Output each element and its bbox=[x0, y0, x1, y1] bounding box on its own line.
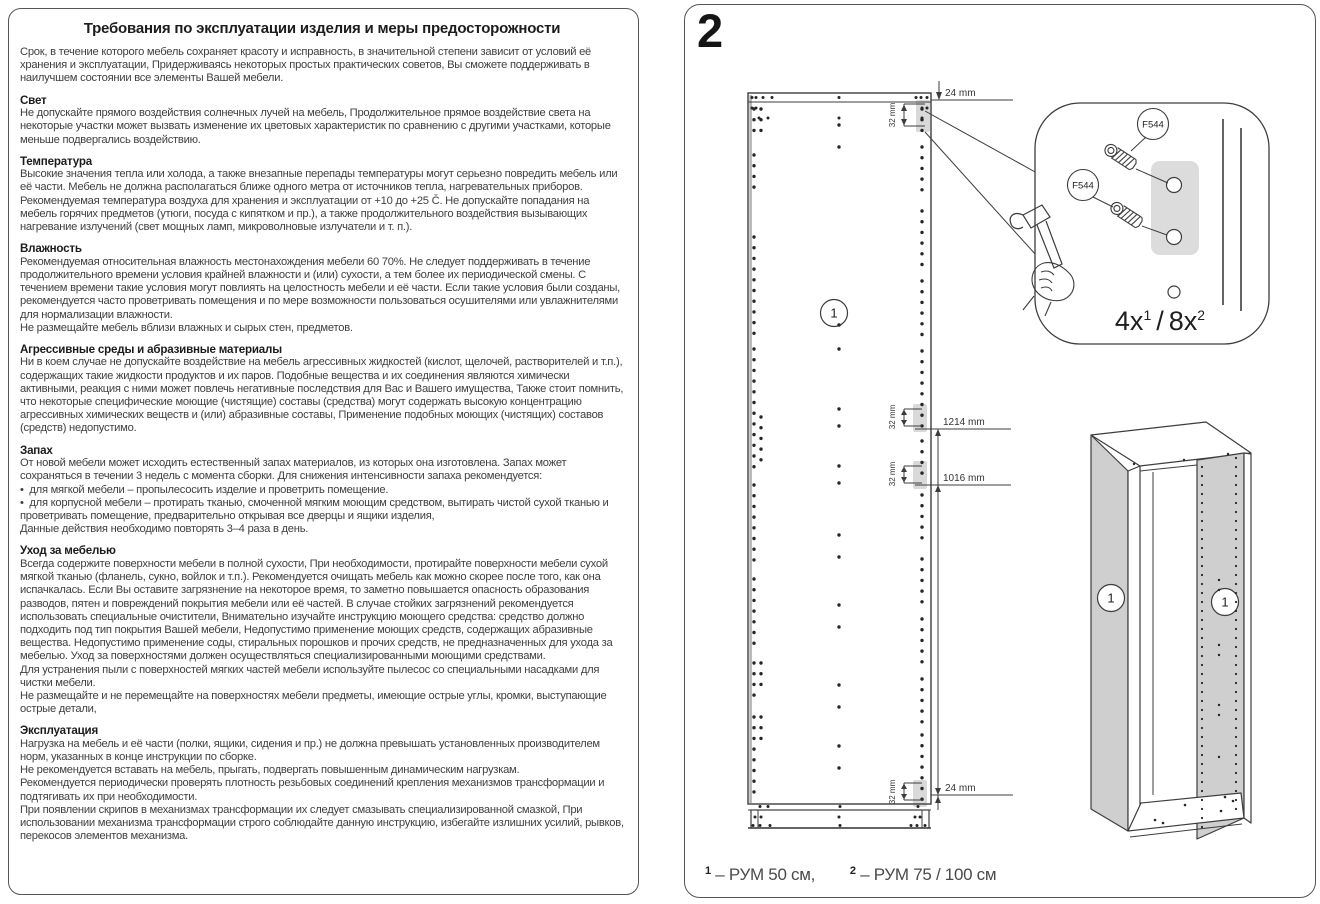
qty-second: 8x bbox=[1168, 306, 1198, 336]
section-heading: Агрессивные среды и абразивные материалы bbox=[20, 342, 282, 356]
part-label: 1 bbox=[830, 305, 838, 321]
section-paragraph: Высокие значения тепла или холода, а также внезапные перепады температуры могут серьезно повредить мебель или её части. Мебель не должна располагаться ближе одного метра от источников тепла, нагревательных приборов. Рекомендуемая температура воздуха для хранения и эксплуатации от +10 до +25 Č. Не допускайте попадания на мебель горячих предметов (утюги, посуда с кипятком и пр.), а также продолжительного воздействия вызывающих нагревание излучений (свет мощных ламп, микроволновые излучатели и т. п.). bbox=[20, 168, 618, 234]
section-light bbox=[20, 94, 624, 147]
section-temperature bbox=[20, 155, 624, 235]
qty-first: 4x bbox=[1114, 306, 1144, 336]
section-paragraph: Не размещайте и не перемещайте на поверхностях мебели предметы, имеющие острые углы, кромки, выступающие острые детали, bbox=[20, 689, 607, 716]
side-panel-drawing bbox=[748, 93, 931, 828]
section-humidity bbox=[20, 242, 624, 335]
footnote-marker-1: 1 bbox=[705, 865, 711, 877]
care-instructions-panel bbox=[8, 8, 639, 895]
footnote-text-1: – РУМ 50 см, bbox=[715, 865, 816, 884]
dim-top-offset: 24 mm bbox=[945, 88, 976, 99]
section-paragraph: Не размещайте мебель вблизи влажных и сырых стен, предметов. bbox=[20, 321, 353, 334]
fastener-code-label: F544 bbox=[1072, 180, 1094, 192]
section-paragraph: Для устранения пыли с поверхностей мягких частей мебели используйте пылесос со специальными насадками для чистки мебели. bbox=[20, 663, 600, 689]
wardrobe-frame-drawing bbox=[1091, 422, 1251, 839]
section-heading: Влажность bbox=[20, 242, 82, 256]
dim-hole-pitch-mid2: 32 mm bbox=[888, 461, 897, 487]
section-paragraph: Рекомендуется периодически проверять плотность резьбовых соединений крепления механизмов трансформации и подтягивать их при необходимости. bbox=[20, 777, 605, 803]
section-heading: Запах bbox=[20, 443, 53, 457]
list-item: • для корпусной мебели – протирать тканью, смоченной мягким моющим средством, вытирать чистой сухой тканью и проветривать помещение, предварительно открывая все дверцы и ящики изделия, bbox=[20, 497, 624, 523]
section-care bbox=[20, 544, 624, 716]
section-paragraph: Не допускайте прямого воздействия солнечных лучей на мебель, Продолжительное прямое воздействие света на некоторые участки может вызвать изменение их цветовых характеристик по сравнению с другими участками, которые меньше подвергались воздействию. bbox=[20, 107, 611, 146]
section-paragraph: Ни в коем случае не допускайте воздействие на мебель агрессивных жидкостей (кислот, щелочей, растворителей и т.п.), содержащих такие жидкости продуктов и их паров. Подобные вещества и их соединения являются химически активными, реакция с ними может повлечь негативные последствия для Вас и Вашего имущества, Также стоит помнить, что некоторые специфические моющие (чистящие) составы (средства) могут содержать высокую концентрацию агрессивных химических веществ и (или) абразивные составы, Применение подобных моющих (чистящих) составов (средств) недопустимо. bbox=[20, 356, 624, 435]
section-odor bbox=[20, 444, 624, 537]
qty-second-note-ref: 2 bbox=[1197, 307, 1206, 323]
footnote-text-2: – РУМ 75 / 100 см bbox=[860, 865, 997, 884]
section-paragraph: Рекомендуемая относительная влажность местонахождения мебели 60 70%. Не следует поддерживать в течение продолжительного времени условия крайней влажности и (или) сухости, а тем более их периодической смены. С течением времени такие условия могут повлиять на целостность мебели и её части. Если такие условия были созданы, рекомендуется часто проветривать помещения и по мере возможности пользоваться осушителями или увлажнителями для нормализации влажности. bbox=[20, 255, 621, 321]
section-operation bbox=[20, 724, 624, 843]
footnote bbox=[705, 865, 996, 885]
section-heading: Уход за мебелью bbox=[20, 544, 116, 558]
part-label: 1 bbox=[1221, 594, 1229, 610]
section-heading: Температура bbox=[20, 154, 92, 168]
footnote-marker-2: 2 bbox=[849, 865, 856, 877]
section-paragraph: От новой мебели может исходить естественный запах материалов, из которых она изготовлена. Запах может сохраняться в течении 3 недель с момента сборки. Для снижения интенсивности запаха рекомендуется: bbox=[20, 457, 567, 483]
section-paragraph: При появлении скрипов в механизмах трансформации их следует смазывать специализированной смазкой, При использовании механизма трансформации строго соблюдайте данную инструкцию, избегайте излишних усилий, рывков, перекосов элементов механизма. bbox=[20, 803, 624, 843]
qty-separator: / bbox=[1156, 306, 1164, 336]
section-paragraph: Нагрузка на мебель и её части (полки, ящики, сидения и пр.) не должна превышать установленных производителем норм, указанных в конце инструкции по сборке. bbox=[20, 737, 600, 764]
dimension-lines bbox=[901, 81, 1013, 810]
section-heading: Свет bbox=[20, 93, 47, 107]
section-paragraph: Всегда содержите поверхности мебели в полной сухости, При необходимости, протирайте поверхности мебели сухой мягкой тканью (фланель, сукно, войлок и т.п.). Рекомендуется очищать мебель как можно скорее после того, как она испачкалась. Если Вы оставите загрязнение на некоторое время, то заметно повышается опасность образования разводов, пятен и повреждений покрытия мебели или её частей. В случае стойких загрязнений рекомендуется использовать специальные очистители, Внимательно изучайте инструкцию моющего средства: средство должно подходить под тип покрытия Вашей мебели, Недопустимо применение моющих средств, содержащих абразивные вещества. Недопустимо применение соды, стиральных порошков и прочих средств, не предназначенных для ухода за мебелью. Уход за поверхностями должен осуществляться специализированными моющими средствами. bbox=[20, 557, 613, 663]
section-paragraph: Не рекомендуется вставать на мебель, прыгать, подвергать повышенным динамическим нагрузкам. bbox=[20, 764, 520, 777]
dim-hole-pitch-mid1: 32 mm bbox=[888, 404, 897, 430]
fastener-code-label: F544 bbox=[1142, 119, 1164, 131]
part-label: 1 bbox=[1107, 590, 1115, 606]
section-heading: Эксплуатация bbox=[20, 724, 99, 738]
page-title: Требования по эксплуатации изделия и меры предосторожности bbox=[83, 20, 561, 37]
drill-holes bbox=[751, 96, 929, 827]
section-paragraph: Данные действия необходимо повторять 3–4 раза в день. bbox=[20, 523, 309, 536]
dim-height-1214: 1214 mm bbox=[943, 417, 985, 428]
fastener-quantity bbox=[1085, 305, 1235, 337]
dim-hole-pitch-top: 32 mm bbox=[888, 102, 897, 128]
dim-height-1016: 1016 mm bbox=[943, 473, 985, 484]
qty-first-note-ref: 1 bbox=[1143, 307, 1152, 323]
assembly-step-panel bbox=[684, 4, 1316, 898]
section-aggressive-media bbox=[20, 343, 624, 436]
dim-hole-pitch-bottom: 32 mm bbox=[888, 779, 897, 805]
assembly-drawing bbox=[685, 5, 1317, 899]
intro-paragraph: Срок, в течение которого мебель сохраняет красоту и исправность, в значительной степени зависит от условий её хранения и эксплуатации, Придерживаясь некоторых простых практических советов, Вы сможете поддерживать в наилучшем состоянии все элементы Вашей мебели. bbox=[20, 46, 592, 85]
odor-advice-list bbox=[20, 484, 624, 524]
list-item: • для мягкой мебели – пропылесосить изделие и проветрить помещение. bbox=[20, 484, 624, 497]
step-number: 2 bbox=[697, 4, 723, 57]
dim-bottom-offset: 24 mm bbox=[945, 783, 976, 794]
